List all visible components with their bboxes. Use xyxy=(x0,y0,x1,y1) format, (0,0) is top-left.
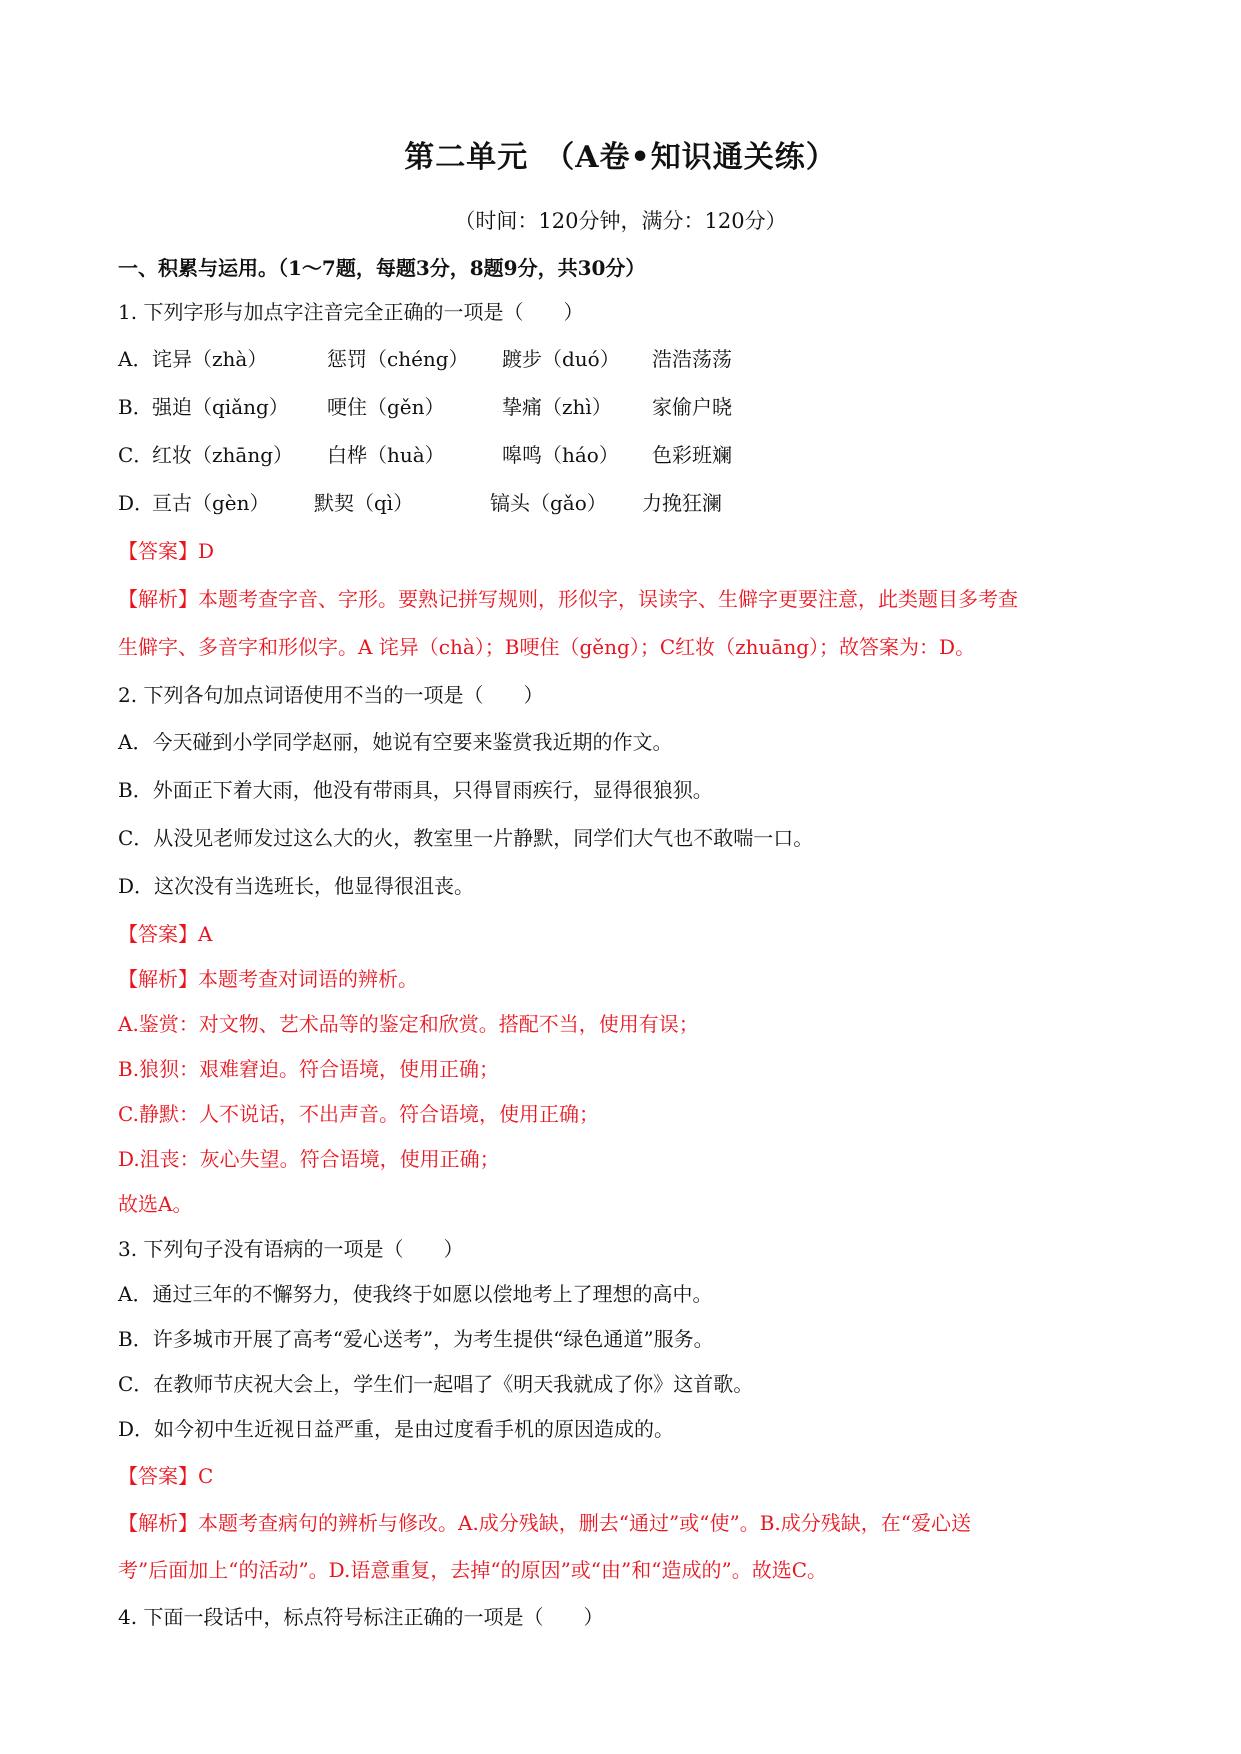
q2-analysis-line-6: 故选A。 xyxy=(118,1192,193,1216)
q1-option-b-item1: 强迫（qiǎng） xyxy=(152,395,289,419)
q1-option-c-item3: 嗥鸣（háo） xyxy=(502,443,619,467)
q1-option-label-b: B． xyxy=(118,395,153,419)
analysis-text: 本题考查对词语的辨析。 xyxy=(198,967,418,991)
q1-option-a-item3: 踱步（duó） xyxy=(502,347,620,371)
answer-tag: 【答案】 xyxy=(118,922,198,946)
q3-option-d: D．如今初中生近视日益严重，是由过度看手机的原因造成的。 xyxy=(118,1417,675,1441)
q1-option-d-item4: 力挽狂澜 xyxy=(642,491,722,515)
q2-option-c: C．从没见老师发过这么大的火，教室里一片静默，同学们大气也不敢喘一口。 xyxy=(118,826,814,850)
q2-analysis-line-3: B.狼狈：艰难窘迫。符合语境，使用正确； xyxy=(118,1057,500,1081)
question-4-stem: 4. 下面一段话中，标点符号标注正确的一项是（ ） xyxy=(118,1605,604,1629)
q1-option-label-a: A． xyxy=(118,347,153,371)
q2-analysis-line-4: C.静默：人不说话，不出声音。符合语境，使用正确； xyxy=(118,1102,599,1126)
q1-option-b-item4: 家偷户晓 xyxy=(652,395,732,419)
q1-option-d-item1: 亘古（gèn） xyxy=(152,491,270,515)
analysis-text: 本题考查字音、字形。要熟记拼写规则，形似字，误读字、生僻字更要注意，此类题目多考查 xyxy=(198,587,1018,611)
analysis-tag: 【解析】 xyxy=(118,1511,198,1535)
question-2-stem: 2. 下列各句加点词语使用不当的一项是（ ） xyxy=(118,683,544,707)
q1-option-a-item4: 浩浩荡荡 xyxy=(652,347,732,371)
q1-option-c-item2: 白桦（huà） xyxy=(327,443,445,467)
q1-option-a-item2: 惩罚（chéng） xyxy=(327,347,469,371)
q1-option-d-item3: 镐头（gǎo） xyxy=(490,491,607,515)
q1-option-b-item2: 哽住（gěn） xyxy=(327,395,445,419)
q3-analysis-line-2: 考”后面加上“的活动”。D.语意重复，去掉“的原因”或“由”和“造成的”。故选C。 xyxy=(118,1558,828,1582)
exam-info: （时间：120分钟，满分：120分） xyxy=(454,209,787,233)
q2-option-b: B．外面正下着大雨，他没有带雨具，只得冒雨疾行，显得很狼狈。 xyxy=(118,778,713,802)
q1-option-c-item1: 红妆（zhāng） xyxy=(152,443,294,467)
q1-answer xyxy=(118,537,214,565)
answer-tag: 【答案】 xyxy=(118,539,198,563)
q3-answer xyxy=(118,1462,213,1490)
answer-value: D xyxy=(198,539,215,563)
analysis-tag: 【解析】 xyxy=(118,587,198,611)
q3-option-b: B．许多城市开展了高考“爱心送考”，为考生提供“绿色通道”服务。 xyxy=(118,1327,714,1351)
q1-analysis-line-1 xyxy=(118,585,1018,613)
answer-value: A xyxy=(198,922,213,946)
q1-option-a-item1: 诧异（zhà） xyxy=(152,347,268,371)
q1-option-label-d: D． xyxy=(118,491,155,515)
q3-option-a: A．通过三年的不懈努力，使我终于如愿以偿地考上了理想的高中。 xyxy=(118,1282,713,1306)
answer-tag: 【答案】 xyxy=(118,1464,198,1488)
question-1-stem: 1. 下列字形与加点字注音完全正确的一项是（ ） xyxy=(118,300,584,324)
q1-option-b-item3: 挚痛（zhì） xyxy=(502,395,612,419)
analysis-tag: 【解析】 xyxy=(118,967,198,991)
q3-option-c: C．在教师节庆祝大会上，学生们一起唱了《明天我就成了你》这首歌。 xyxy=(118,1372,754,1396)
q2-analysis-line-2: A.鉴赏：对文物、艺术品等的鉴定和欣赏。搭配不当，使用有误； xyxy=(118,1012,699,1036)
analysis-text: 本题考查病句的辨析与修改。A.成分残缺，删去“通过”或“使”。B.成分残缺，在“爱心送 xyxy=(198,1511,971,1535)
q1-option-label-c: C． xyxy=(118,443,154,467)
q2-option-d: D．这次没有当选班长，他显得很沮丧。 xyxy=(118,874,475,898)
question-3-stem: 3. 下列句子没有语病的一项是（ ） xyxy=(118,1237,464,1261)
q1-analysis-line-2: 生僻字、多音字和形似字。A 诧异（chà）；B哽住（gěng）；C红妆（zhuāng）；故答案为：D。 xyxy=(118,635,976,659)
answer-value: C xyxy=(198,1464,214,1488)
q2-analysis-line-1 xyxy=(118,965,418,993)
q2-analysis-line-5: D.沮丧：灰心失望。符合语境，使用正确； xyxy=(118,1147,500,1171)
q2-answer xyxy=(118,920,212,948)
q2-option-a: A．今天碰到小学同学赵丽，她说有空要来鉴赏我近期的作文。 xyxy=(118,730,673,754)
q1-option-d-item2: 默契（qì） xyxy=(314,491,414,515)
section-heading: 一、积累与运用。（1～7题，每题3分，8题9分，共30分） xyxy=(118,256,646,280)
q1-option-c-item4: 色彩班斓 xyxy=(652,443,732,467)
page-title: 第二单元 （A卷•知识通关练） xyxy=(404,140,837,175)
q3-analysis-line-1 xyxy=(118,1509,971,1537)
